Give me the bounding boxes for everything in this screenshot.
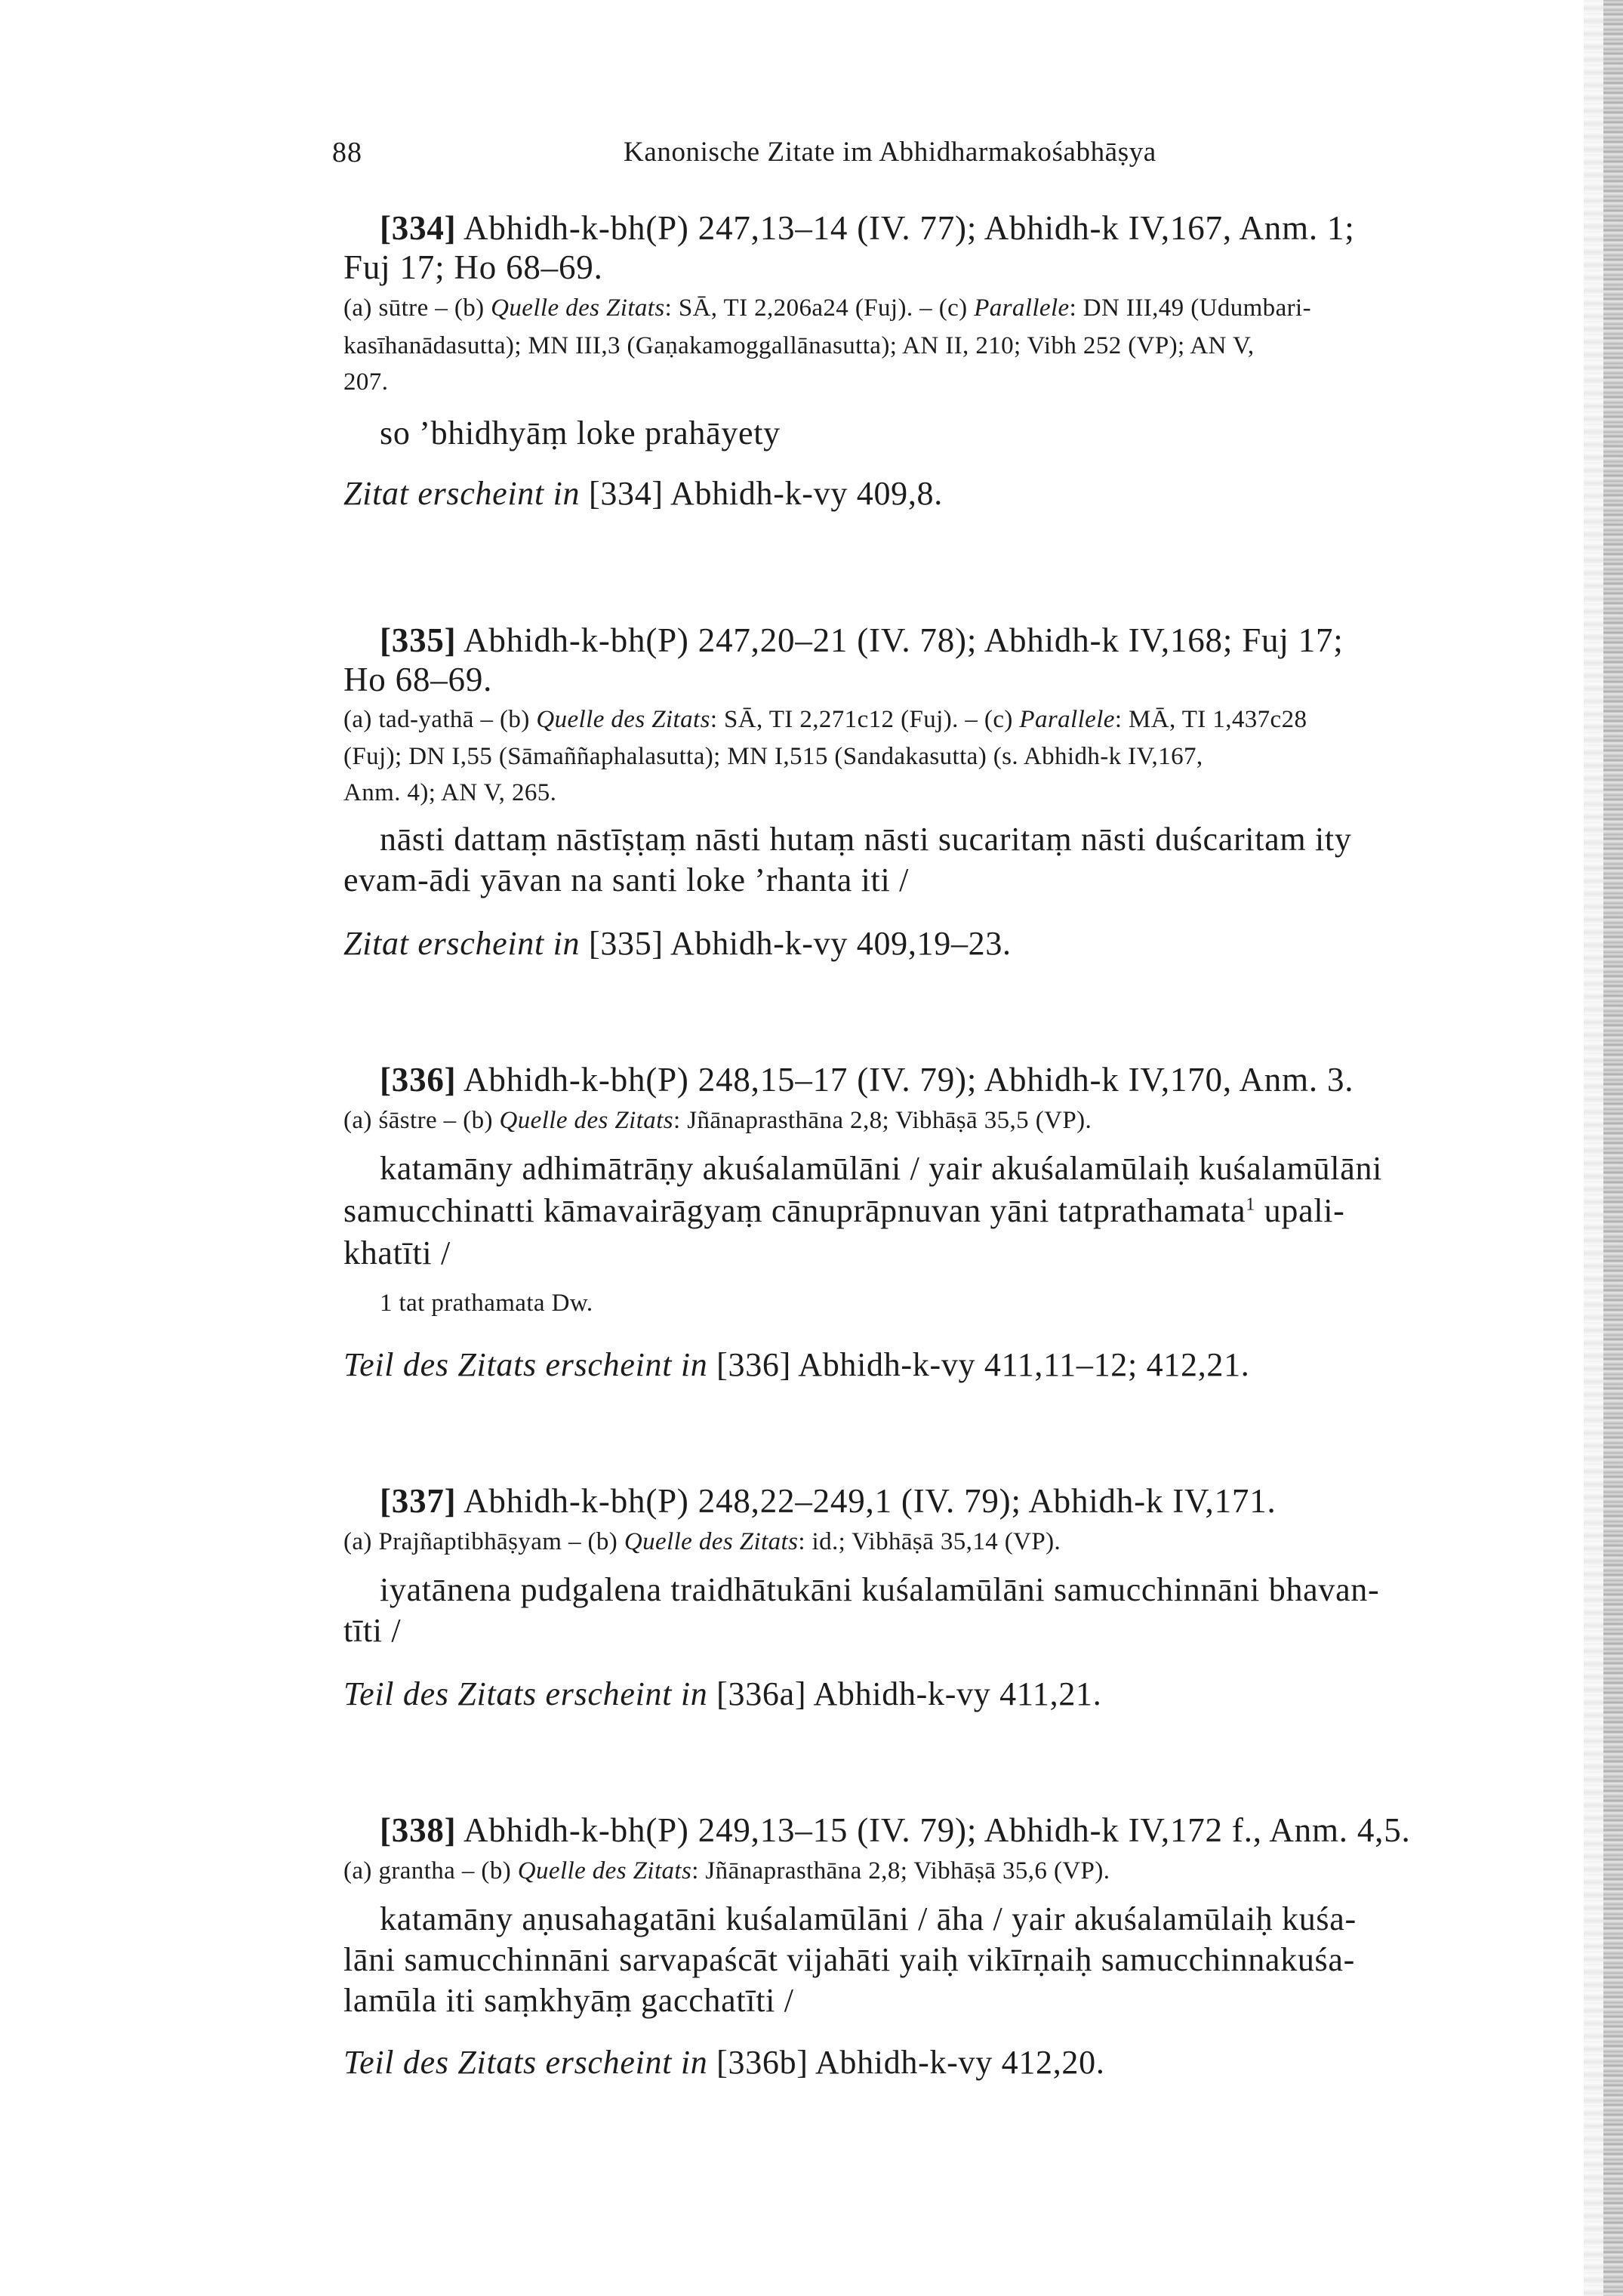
citation-reference: Zitat erscheint in [334] Abhidh-k-vy 409,8.	[343, 475, 943, 512]
entry-number: [336]	[380, 1061, 457, 1099]
source-note-line: 207.	[343, 368, 389, 396]
entry-number: [335]	[380, 621, 457, 659]
entry-heading: [338] Abhidh-k-bh(P) 249,13–15 (IV. 79); Abhidh-k IV,172 f., Anm. 4,5.	[380, 1811, 1411, 1849]
entry-number: [337]	[380, 1482, 457, 1520]
sanskrit-quote: samucchinatti kāmavairāgyaṃ cānuprāpnuvan yāni tatprathamata$^1$ upali-	[343, 1192, 1345, 1229]
entry-number: [334]	[380, 209, 457, 247]
page-number: 88	[332, 137, 362, 168]
entry-heading: [336] Abhidh-k-bh(P) 248,15–17 (IV. 79); Abhidh-k IV,170, Anm. 3.	[380, 1061, 1354, 1099]
source-note-line: (a) tad-yathā – (b) Quelle des Zitats: SĀ, TI 2,271c12 (Fuj). – (c) Parallele: MĀ, TI 1,437c28	[343, 706, 1307, 733]
sanskrit-quote: khatīti /	[343, 1234, 451, 1271]
page-header	[332, 136, 1272, 178]
citation-reference: Zitat erscheint in [335] Abhidh-k-vy 409,19–23.	[343, 925, 1012, 962]
entry-heading: [334] Abhidh-k-bh(P) 247,13–14 (IV. 77); Abhidh-k IV,167, Anm. 1;	[380, 209, 1355, 247]
sanskrit-quote: so ’bhidhyāṃ loke prahāyety	[380, 415, 781, 451]
citation-reference: Teil des Zitats erscheint in [336] Abhidh-k-vy 411,11–12; 412,21.	[343, 1346, 1250, 1383]
sanskrit-quote: katamāny adhimātrāṇy akuśalamūlāni / yair akuśalamūlaiḥ kuśalamūlāni	[380, 1150, 1383, 1187]
sanskrit-quote: lāni samucchinnāni sarvapaścāt vijahāti yaiḥ vikīrṇaiḥ samucchinnakuśa-	[343, 1941, 1355, 1978]
sanskrit-quote: tīti /	[343, 1612, 402, 1649]
citation-reference: Teil des Zitats erscheint in [336a] Abhidh-k-vy 411,21.	[343, 1675, 1102, 1712]
footnote-marker: 1	[1246, 1194, 1255, 1215]
footnote: 1 tat prathamata Dw.	[380, 1290, 593, 1317]
source-note-line: (a) sūtre – (b) Quelle des Zitats: SĀ, TI 2,206a24 (Fuj). – (c) Parallele: DN III,49 (Udumbari-	[343, 294, 1311, 322]
entry-heading-continued: Fuj 17; Ho 68–69.	[343, 248, 603, 286]
source-note-line: (Fuj); DN I,55 (Sāmaññaphalasutta); MN I,515 (Sandakasutta) (s. Abhidh-k IV,167,	[343, 743, 1203, 770]
scan-margin	[1584, 0, 1603, 2296]
source-note-line: kasīhanādasutta); MN III,3 (Gaṇakamoggallānasutta); AN II, 210; Vibh 252 (VP); AN V,	[343, 332, 1255, 359]
scan-edge-noise	[1603, 0, 1623, 2296]
sanskrit-quote: nāsti dattaṃ nāstīṣṭaṃ nāsti hutaṃ nāsti sucaritaṃ nāsti duścaritam ity	[380, 821, 1352, 858]
source-note-line: Anm. 4); AN V, 265.	[343, 779, 557, 806]
entry-heading: [335] Abhidh-k-bh(P) 247,20–21 (IV. 78); Abhidh-k IV,168; Fuj 17;	[380, 621, 1344, 659]
entry-heading: [337] Abhidh-k-bh(P) 248,22–249,1 (IV. 79); Abhidh-k IV,171.	[380, 1482, 1277, 1520]
entry-number: [338]	[380, 1811, 457, 1849]
citation-reference: Teil des Zitats erscheint in [336b] Abhidh-k-vy 412,20.	[343, 2044, 1105, 2081]
sanskrit-quote: lamūla iti saṃkhyāṃ gacchatīti /	[343, 1982, 794, 2019]
sanskrit-quote: katamāny aṇusahagatāni kuśalamūlāni / āha / yair akuśalamūlaiḥ kuśa-	[380, 1900, 1357, 1937]
sanskrit-quote: iyatānena pudgalena traidhātukāni kuśalamūlāni samucchinnāni bhavan-	[380, 1571, 1380, 1608]
sanskrit-quote: evam-ādi yāvan na santi loke ’rhanta iti /	[343, 861, 910, 898]
source-note-line: (a) grantha – (b) Quelle des Zitats: Jñānaprasthāna 2,8; Vibhāṣā 35,6 (VP).	[343, 1857, 1110, 1885]
source-note-line: (a) Prajñaptibhāṣyam – (b) Quelle des Zitats: id.; Vibhāṣā 35,14 (VP).	[343, 1528, 1061, 1555]
entry-heading-continued: Ho 68–69.	[343, 661, 493, 698]
running-title: Kanonische Zitate im Abhidharmakośabhāṣya	[624, 137, 1156, 168]
source-note-line: (a) śāstre – (b) Quelle des Zitats: Jñānaprasthāna 2,8; Vibhāṣā 35,5 (VP).	[343, 1107, 1092, 1134]
